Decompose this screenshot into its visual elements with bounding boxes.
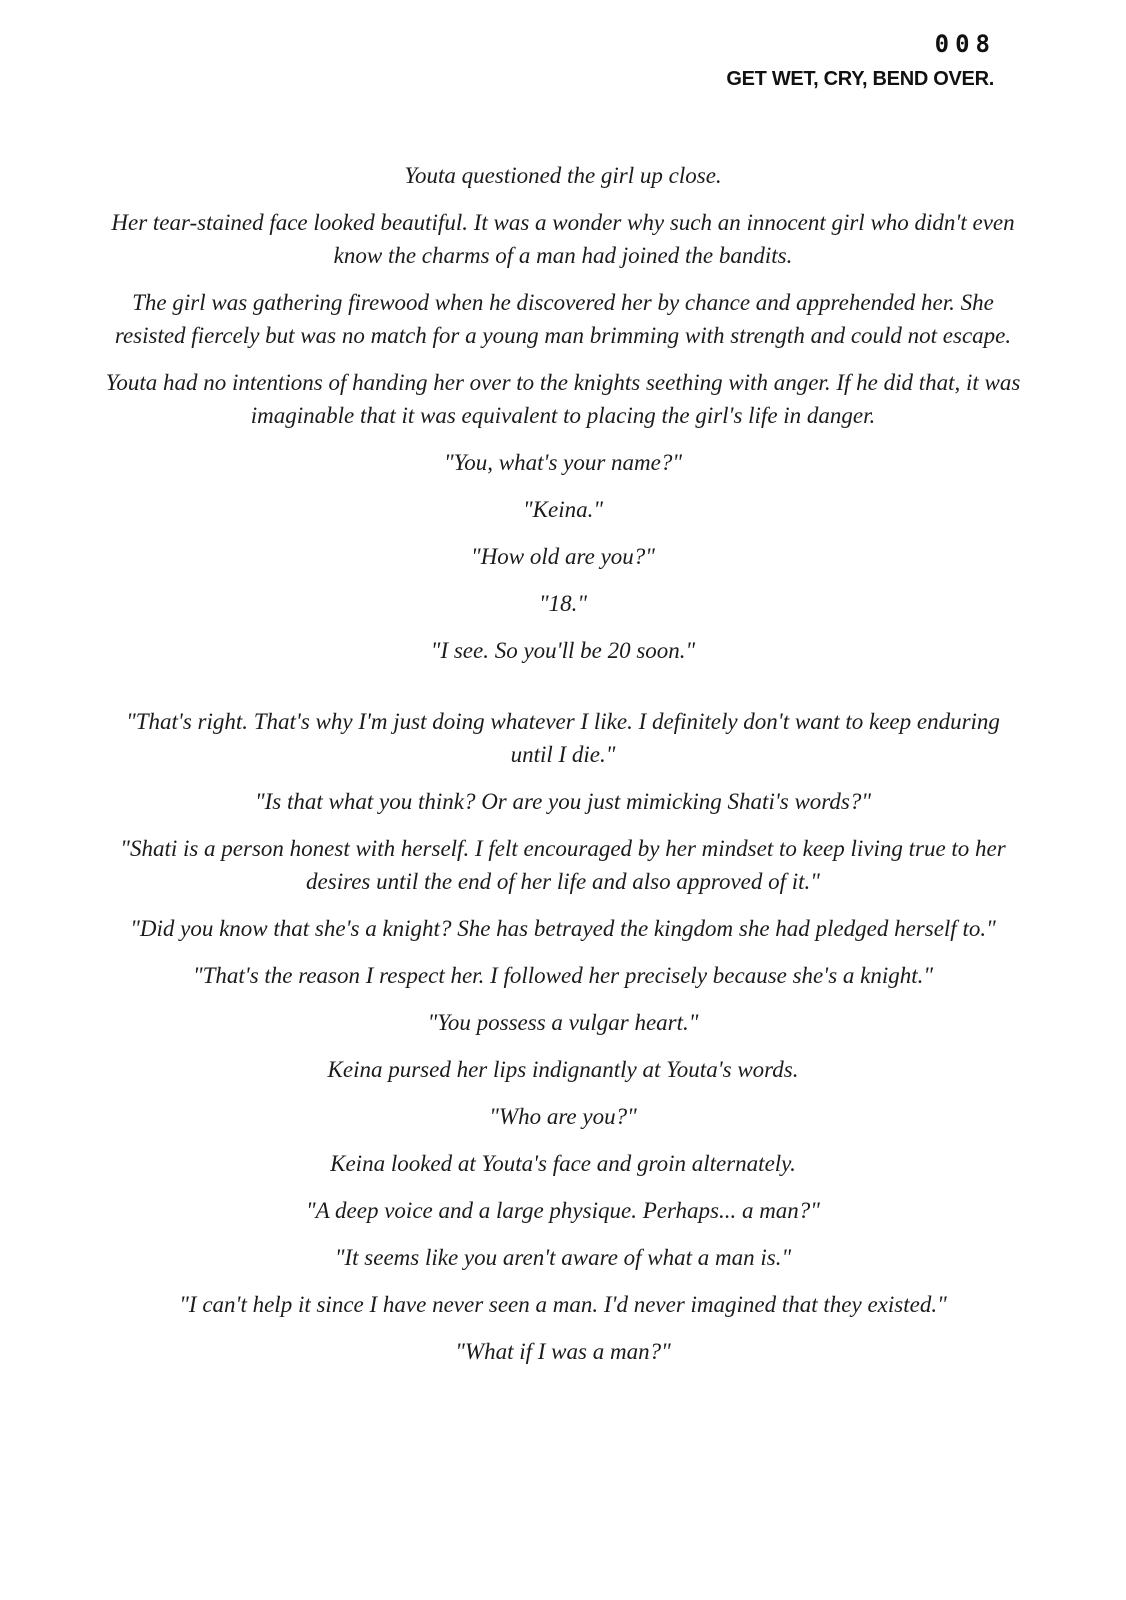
dialogue-line: "How old are you?" xyxy=(471,544,655,569)
novel-text xyxy=(103,159,1023,1368)
dialogue-line: "That's the reason I respect her. I followed her precisely because she's a knight." xyxy=(192,963,934,988)
dialogue-line: "You possess a vulgar heart." xyxy=(427,1010,699,1035)
dialogue-line: "A deep voice and a large physique. Perhaps... a man?" xyxy=(306,1198,820,1223)
dialogue-line: "Did you know that she's a knight? She has betrayed the kingdom she had pledged herself to." xyxy=(130,916,996,941)
dialogue-line: "It seems like you aren't aware of what a man is." xyxy=(334,1245,792,1270)
paragraph: Her tear-stained face looked beautiful. It was a wonder why such an innocent girl who didn't even know the charms of a man had joined the bandits. xyxy=(111,210,1015,268)
dialogue-line: "What if I was a man?" xyxy=(455,1339,671,1364)
dialogue-line: "I see. So you'll be 20 soon." xyxy=(430,638,696,663)
dialogue-line: "18." xyxy=(538,591,588,616)
dialogue-line: "You, what's your name?" xyxy=(443,450,683,475)
dialogue-line: "Who are you?" xyxy=(489,1104,637,1129)
page-number: 008 xyxy=(934,30,996,58)
dialogue-line: "Is that what you think? Or are you just mimicking Shati's words?" xyxy=(254,789,872,814)
paragraph: Youta questioned the girl up close. xyxy=(404,163,722,188)
dialogue-line: "I can't help it since I have never seen a man. I'd never imagined that they existed." xyxy=(179,1292,947,1317)
page-header xyxy=(0,0,1126,91)
chapter-title: GET WET, CRY, BEND OVER. xyxy=(726,68,994,90)
paragraph: Youta had no intentions of handing her over to the knights seething with anger. If he did that, it was imaginable that it was equivalent to placing the girl's life in danger. xyxy=(105,370,1021,428)
paragraph: Keina looked at Youta's face and groin alternately. xyxy=(330,1151,796,1176)
paragraph: Keina pursed her lips indignantly at Youta's words. xyxy=(327,1057,799,1082)
dialogue-line: "Shati is a person honest with herself. I felt encouraged by her mindset to keep living true to her desires until the end of her life and also approved of it." xyxy=(120,836,1006,894)
dialogue-line: "That's right. That's why I'm just doing whatever I like. I definitely don't want to keep enduring until I die." xyxy=(126,709,1000,767)
dialogue-line: "Keina." xyxy=(522,497,603,522)
paragraph: The girl was gathering firewood when he discovered her by chance and apprehended her. She resisted fiercely but was no match for a young man brimming with strength and could not escape. xyxy=(114,290,1012,348)
